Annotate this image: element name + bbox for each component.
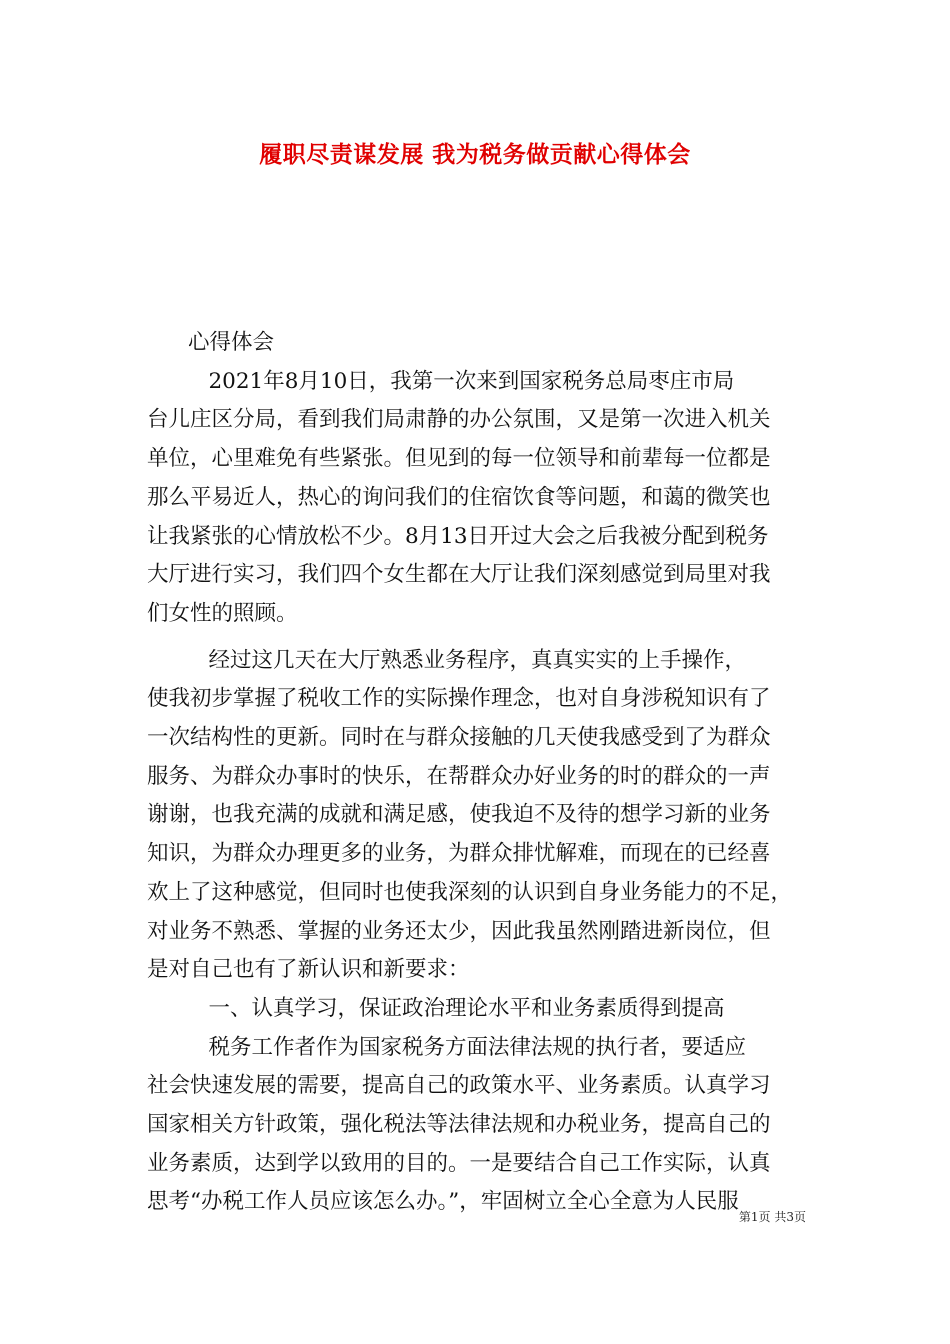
body-line: 谢谢，也我充满的成就和满足感，使我迫不及待的想学习新的业务 bbox=[147, 802, 771, 828]
body-line: 大厅进行实习，我们四个女生都在大厅让我们深刻感觉到局里对我 bbox=[147, 562, 771, 588]
body-line: 是对自己也有了新认识和新要求： bbox=[147, 957, 470, 983]
body-line: 服务、为群众办事时的快乐，在帮群众办好业务的时的群众的一声 bbox=[147, 763, 771, 789]
body-line: 税务工作者作为国家税务方面法律法规的执行者，要适应 bbox=[147, 1034, 747, 1060]
body-line: 经过这几天在大厅熟悉业务程序，真真实实的上手操作， bbox=[147, 647, 747, 673]
document-body bbox=[147, 324, 827, 1222]
page-number-footer: 第1页 共3页 bbox=[738, 1210, 806, 1224]
body-line: 那么平易近人，热心的询问我们的住宿饮食等问题，和蔼的微笑也 bbox=[147, 484, 771, 510]
body-line: 一次结构性的更新。同时在与群众接触的几天使我感受到了为群众 bbox=[147, 725, 771, 751]
body-line: 欢上了这种感觉，但同时也使我深刻的认识到自身业务能力的不足， bbox=[147, 879, 793, 905]
body-line: 对业务不熟悉、掌握的业务还太少，因此我虽然刚踏进新岗位，但 bbox=[147, 918, 771, 944]
body-line: 社会快速发展的需要，提高自己的政策水平、业务素质。认真学习 bbox=[147, 1073, 771, 1099]
body-line: 使我初步掌握了税收工作的实际操作理念，也对自身涉税知识有了 bbox=[147, 686, 771, 712]
body-line: 思考“办税工作人员应该怎么办。”，牢固树立全心全意为人民服 bbox=[147, 1189, 739, 1215]
body-line: 台儿庄区分局，看到我们局肃静的办公氛围，又是第一次进入机关 bbox=[147, 407, 771, 433]
body-line: 们女性的照顾。 bbox=[147, 600, 298, 626]
body-line: 让我紧张的心情放松不少。8月13日开过大会之后我被分配到税务 bbox=[147, 523, 769, 549]
section-label: 心得体会 bbox=[147, 330, 275, 355]
section-heading: 一、认真学习，保证政治理论水平和业务素质得到提高 bbox=[147, 995, 725, 1021]
body-line: 知识，为群众办理更多的业务，为群众排忧解难，而现在的已经喜 bbox=[147, 841, 771, 867]
body-line: 国家相关方针政策，强化税法等法律法规和办税业务，提高自己的 bbox=[147, 1112, 771, 1138]
body-line: 单位，心里难免有些紧张。但见到的每一位领导和前辈每一位都是 bbox=[147, 446, 771, 472]
body-line: 2021年8月10日，我第一次来到国家税务总局枣庄市局 bbox=[147, 368, 735, 394]
body-line: 业务素质，达到学以致用的目的。一是要结合自己工作实际，认真 bbox=[147, 1150, 771, 1176]
document-title: 履职尽责谋发展 我为税务做贡献心得体会 bbox=[259, 141, 691, 168]
